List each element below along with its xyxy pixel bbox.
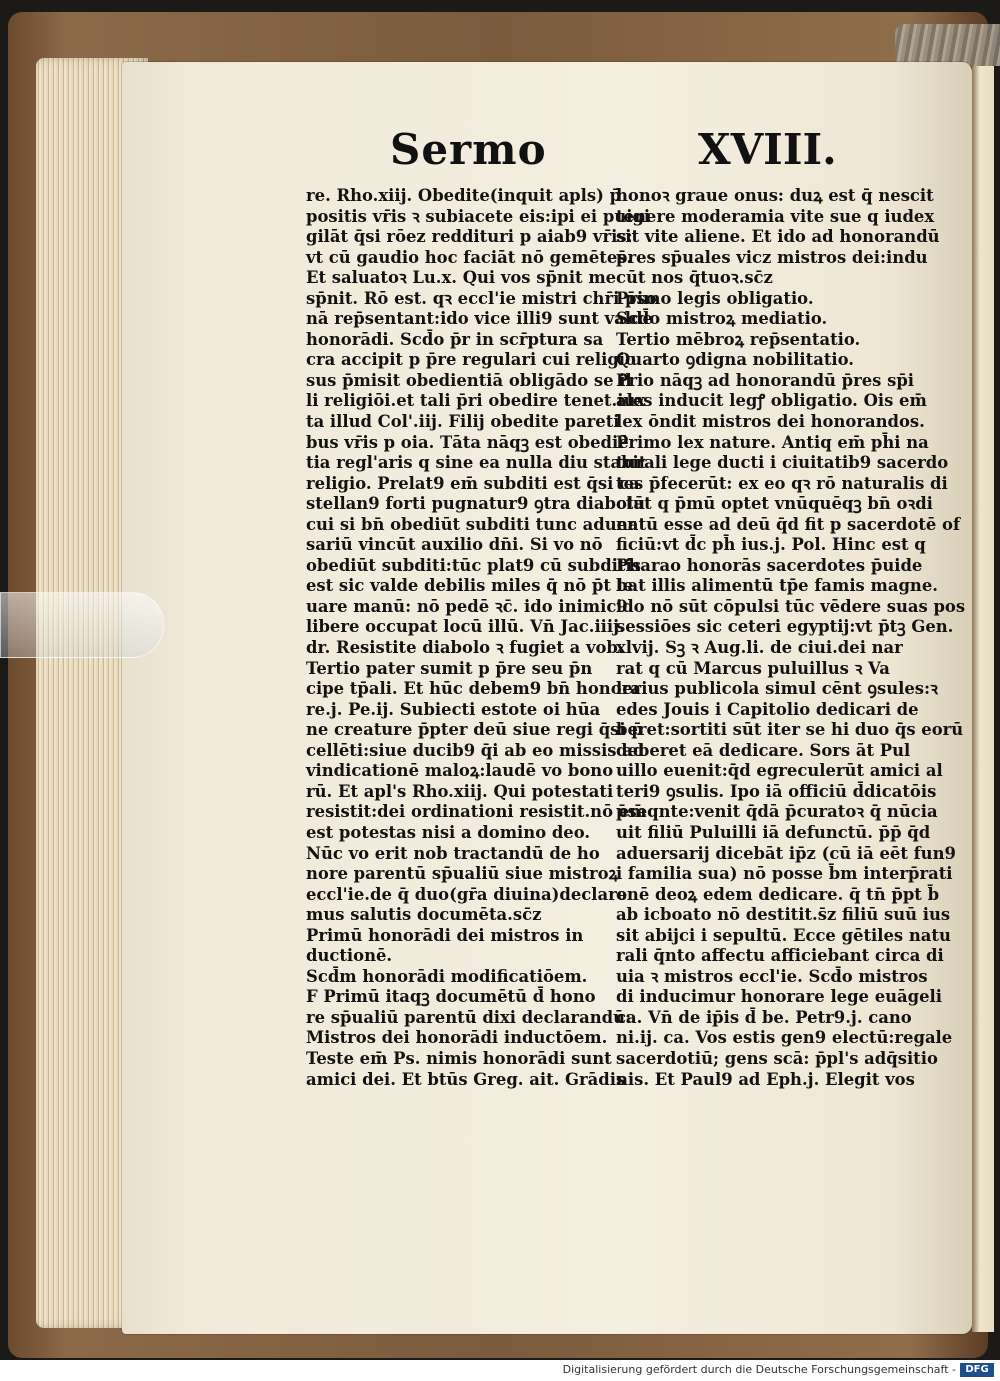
text-line: Scd̄o mistroꝝ mediatio. xyxy=(616,309,828,329)
text-line: nā rep̄sentant:ido vice illi9 sunt valde xyxy=(306,309,653,329)
text-line: ab icboato nō destitit.s̄z filiū suū ius xyxy=(616,905,951,925)
text-line: stellan9 forti pugnatur9 ꝯtra diabolū xyxy=(306,494,646,514)
text-line: Quarto ꝯdigna nobilitatio. xyxy=(616,350,855,370)
text-line: onē deoꝝ edem dedicare. q̄ tn̄ p̄pt b̄ xyxy=(616,884,940,904)
text-line: tes p̄fecerūt: ex eo qꝛ rō naturalis di xyxy=(616,473,948,493)
text-line: dr. Resistite diabolo ꝛ fugiet a vob. xyxy=(306,638,624,658)
bookmark-clip xyxy=(0,592,164,658)
text-line: cra accipit p p̄re regulari cui religio xyxy=(306,350,636,370)
text-line: uare manū: nō pedē ꝛc̄. ido inimic9 xyxy=(306,596,628,616)
text-line: ido nō sūt cōpulsi tūc vēdere suas pos xyxy=(616,596,966,616)
text-line: ductionē. xyxy=(306,946,393,966)
text-line: positis vr̄is ꝛ subiacete eis:ipi ei puigi xyxy=(306,206,651,226)
text-line: uillo euenit:q̄d egreculerūt amici al xyxy=(616,761,943,781)
text-line: rali q̄nto affectu afficiebant circa di xyxy=(616,946,944,966)
text-line: ta illud Col'.iij. Filij obedite pareti xyxy=(306,412,620,432)
text-line: est potestas nisi a domino deo. xyxy=(306,822,591,842)
text-line: re. Rho.xiij. Obedite(inquit apls) p̄ xyxy=(306,186,622,205)
text-line: ca. Vn̄ de ip̄is d̄ be. Petr9.j. cano xyxy=(616,1007,912,1027)
text-line: obediūt subditi:tūc plat9 cū subditis xyxy=(306,555,641,575)
facing-page-edge xyxy=(972,66,994,1332)
text-line: re sp̄ualiū parentū dixi declarandū: xyxy=(306,1007,632,1027)
running-title: Sermo xyxy=(390,125,547,174)
text-line: est sic valde debilis miles q̄ nō p̄t le xyxy=(306,576,634,596)
text-line: bus vr̄is p oia. Tāta nāqꝫ est obediē xyxy=(306,432,629,452)
text-line: aduersarij dicebāt ip̄z (cū iā eēt fun9 xyxy=(616,843,956,863)
text-line: Primo legis obligatio. xyxy=(616,288,814,308)
text-line: Mistros dei honorādi inductōem. xyxy=(306,1028,608,1048)
text-line: teri9 ꝯsulis. Ipo iā officiū d̄dicatōis xyxy=(616,781,937,801)
text-line: rat q cū Marcus puluillus ꝛ Va xyxy=(616,658,890,678)
text-line: honorādi. Scd̄o p̄r in scr̄ptura sa xyxy=(306,329,604,349)
text-line: Nūc vo erit nob tractandū de ho xyxy=(306,843,600,863)
text-line: nore parentū sp̄ualiū siue mistroꝝ xyxy=(306,864,619,884)
text-line: edes Jouis i Capitolio dedicari de xyxy=(616,699,919,719)
text-line: di inducimur honorare lege euāgeli xyxy=(616,987,943,1007)
text-line: Primo lex nature. Antiq em̄ ph̄i na xyxy=(616,432,929,452)
left-text-column xyxy=(306,186,657,1090)
text-line: Pharao honorās sacerdotes p̄uide xyxy=(616,555,923,575)
text-line: vindicationē maloꝝ:laudē vo bono xyxy=(306,761,614,781)
text-line: deberet eā dedicare. Sors āt Pul xyxy=(616,740,911,760)
text-line: Tertio mēbroꝝ rep̄sentatio. xyxy=(616,329,861,349)
text-line: rū. Et apl's Rho.xiij. Qui potestati xyxy=(306,781,614,801)
text-line: uit filiū Puluilli iā defunctū. p̄p̄ q̄d xyxy=(616,822,931,842)
text-line: libere occupat locū illū. Vn̄ Jac.iiij. xyxy=(306,617,625,637)
text-line: ne creature p̄pter deū siue regi q̄si p̄ xyxy=(306,720,643,740)
text-line: sp̄nit. Rō est. qꝛ eccl'ie mistri chr̄i p̄so xyxy=(306,288,657,308)
text-line: cūt nos q̄tuoꝛ.sc̄z xyxy=(616,268,773,288)
text-line: beret:sortiti sūt iter se hi duo q̄s eorū xyxy=(616,720,964,740)
text-line: lex ōndit mistros dei honorandos. xyxy=(616,412,925,432)
text-line: tia regl'aris q sine ea nulla diu stabit xyxy=(306,453,647,473)
text-line: eccl'ie.de q̄ duo(gr̄a diuina)declare xyxy=(306,884,628,904)
text-line: honoꝛ graue onus: duꝝ est q̄ nescit xyxy=(616,186,934,205)
text-line: amici dei. Et btūs Greg. ait. Grādis xyxy=(306,1069,626,1089)
text-line: turali lege ducti i ciuitatib9 sacerdo xyxy=(616,453,949,473)
text-line: cui si bn̄ obediūt subditi tunc aduer xyxy=(306,514,636,534)
text-line: xlvij. Sꝫ ꝛ Aug.li. de ciui.dei nar xyxy=(616,638,903,658)
text-line: i familia sua) nō posse b̄m interp̄rati xyxy=(616,864,953,884)
text-line: sit abijci i sepultū. Ecce gētiles natu xyxy=(616,925,951,945)
text-line: p̄seqnte:venit q̄dā p̄curatoꝛ q̄ nūcia xyxy=(616,802,938,822)
text-line: Primū honorādi dei mistros in xyxy=(306,925,584,945)
text-line: resistit:dei ordinationi resistit.nō em̄ xyxy=(306,802,647,822)
text-line: Tertio pater sumit p p̄re seu p̄n xyxy=(306,658,593,678)
sermon-number: XVIII. xyxy=(698,125,837,174)
text-line: religio. Prelat9 em̄ subditi est q̄si ca xyxy=(306,473,640,493)
text-line: uia ꝛ mistros eccl'ie. Scd̄o mistros xyxy=(616,966,928,986)
text-line: cipe tp̄ali. Et hūc debem9 bn̄ honora xyxy=(306,679,641,699)
text-line: F Primū itaqꝫ documētū d̄ hono xyxy=(306,987,596,1007)
text-line: sit vite aliene. Et ido ad honorandū xyxy=(616,227,940,247)
funding-notice: Digitalisierung gefördert durch die Deutsche Forschungsgemeinschaft - xyxy=(562,1363,956,1376)
footer-bar xyxy=(0,1360,1000,1381)
text-line: bat illis alimentū tp̄e famis magne. xyxy=(616,576,938,596)
text-line: lerius publicola simul cēnt ꝯsules:ꝛ xyxy=(616,679,938,699)
text-line: sariū vincūt auxilio dn̄i. Si vo nō xyxy=(306,535,603,555)
text-line: nis. Et Paul9 ad Eph.j. Elegit vos xyxy=(616,1069,915,1089)
text-line: Prio nāqꝫ ad honorandū p̄res sp̄i xyxy=(616,370,915,390)
text-line: tenere moderamia vite sue q iudex xyxy=(616,206,935,226)
text-line: ales inducit legꝭ obligatio. Ois em̄ xyxy=(616,391,927,411)
text-line: Teste em̄ Ps. nimis honorādi sunt xyxy=(306,1048,612,1068)
text-line: ctat q p̄mū optet vnūquēqꝫ bn̄ oꝛdi xyxy=(616,494,933,514)
right-text-column xyxy=(616,186,966,1090)
text-line: gilāt q̄si rōez reddituri p aiab9 vr̄is: xyxy=(306,227,633,247)
page-header xyxy=(390,124,837,176)
book-clasp xyxy=(895,24,1000,66)
text-line: mus salutis documēta.sc̄z xyxy=(306,905,542,925)
text-line: ficiū:vt d̄c ph̄ ius.j. Pol. Hinc est q xyxy=(616,535,926,555)
text-line: cellēti:siue ducib9 q̄i ab eo missis ad xyxy=(306,740,645,760)
text-line: sacerdotiū; gens scā: p̄pl's adq̄sitio xyxy=(616,1048,938,1068)
text-line: sus p̄misit obedientiā obligādo se il xyxy=(306,370,632,390)
dfg-logo: DFG xyxy=(960,1363,994,1377)
text-line: Et saluatoꝛ Lu.x. Qui vos sp̄nit me xyxy=(306,268,617,288)
text-line: re.j. Pe.ij. Subiecti estote oi hūa xyxy=(306,699,601,719)
text-line: natū esse ad deū q̄d fit p sacerdotē of xyxy=(616,514,961,534)
text-line: Scd̄m honorādi modificatiōem. xyxy=(306,966,588,986)
text-line: li religiōi.et tali p̄ri obedire tenet.iux xyxy=(306,391,646,411)
text-line: vt cū gaudio hoc faciāt nō gemētes. xyxy=(306,247,633,267)
text-line: ni.ij. ca. Vos estis gen9 electū:regale xyxy=(616,1028,953,1048)
text-line: sessiōes sic ceteri egyptij:vt p̄tꝫ Gen. xyxy=(616,617,954,637)
text-line: p̄res sp̄uales vicz mistros dei:indu xyxy=(616,247,928,267)
